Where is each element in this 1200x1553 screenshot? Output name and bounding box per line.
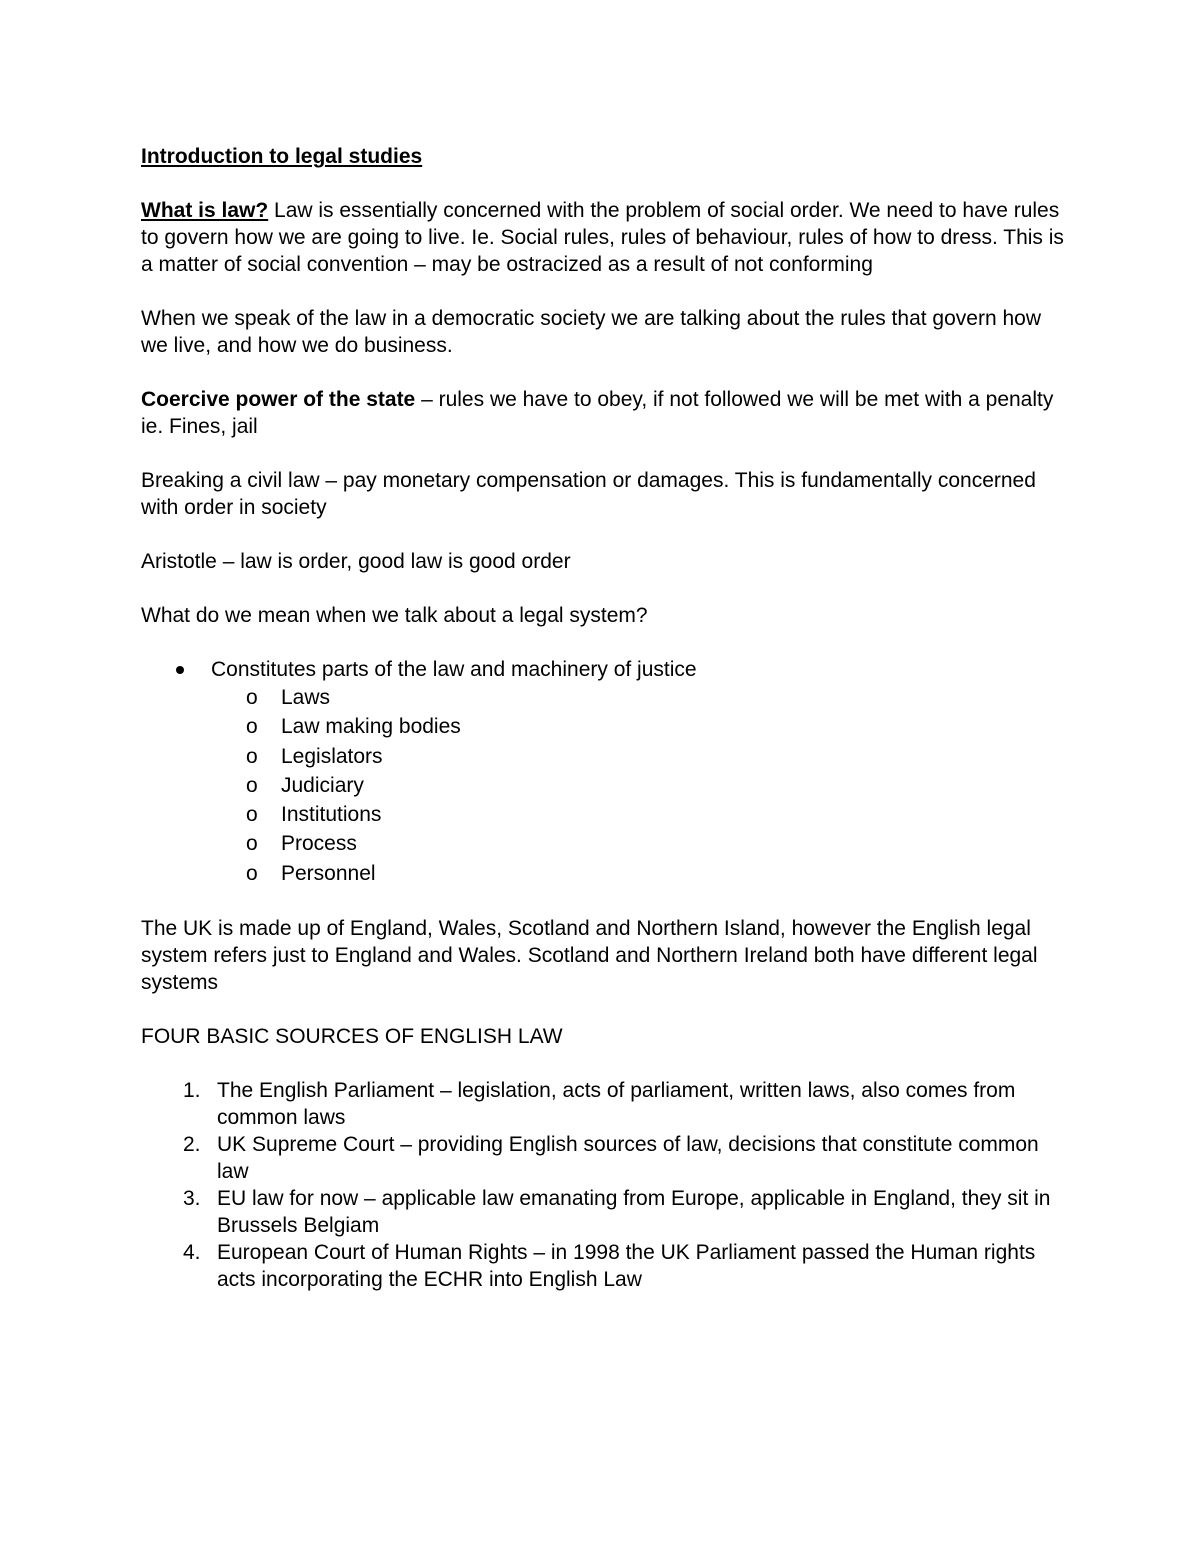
legal-system-question: What do we mean when we talk about a legal system? <box>141 604 648 627</box>
coercive-power-label: Coercive power of the state <box>141 388 416 411</box>
sub-item-text: Laws <box>281 686 331 709</box>
civil-law-paragraph: Breaking a civil law – pay monetary compensation or damages. This is fundamentally concerned with order in society <box>141 469 1036 519</box>
legal-system-bullet-list <box>141 656 1071 888</box>
source-text: The English Parliament – legislation, acts of parliament, written laws, also comes from common laws <box>217 1079 1016 1130</box>
document-page <box>141 143 1071 1293</box>
list-item <box>141 656 1071 888</box>
uk-paragraph: The UK is made up of England, Wales, Scotland and Northern Island, however the English legal system refers just to England and Wales. Scotland and Northern Ireland both have different legal systems <box>141 917 1038 995</box>
circle-bullet-icon: o <box>246 744 258 768</box>
list-number: 1. <box>183 1079 201 1103</box>
list-number: 3. <box>183 1187 201 1211</box>
list-item <box>211 829 1071 858</box>
list-number: 2. <box>183 1133 201 1157</box>
list-number: 4. <box>183 1241 201 1265</box>
sources-heading: FOUR BASIC SOURCES OF ENGLISH LAW <box>141 1025 563 1049</box>
source-text: European Court of Human Rights – in 1998 the UK Parliament passed the Human rights acts incorporating the ECHR into English Law <box>217 1241 1036 1292</box>
bullet-dot-icon <box>176 666 184 674</box>
sub-item-text: Judiciary <box>281 773 364 797</box>
list-item <box>211 800 1071 829</box>
coercive-power-paragraph <box>141 386 1071 440</box>
bullet-text: Constitutes parts of the law and machinery of justice <box>211 658 697 681</box>
circle-bullet-icon: o <box>246 861 258 885</box>
list-item <box>211 859 1071 888</box>
list-item <box>141 1131 1071 1185</box>
sub-item-text: Personnel <box>281 861 376 885</box>
sub-item-text: Legislators <box>281 744 383 768</box>
source-text: UK Supreme Court – providing English sources of law, decisions that constitute common law <box>217 1133 1039 1184</box>
legal-system-sub-list <box>211 683 1071 888</box>
circle-bullet-icon: o <box>246 832 258 856</box>
democratic-society-paragraph: When we speak of the law in a democratic society we are talking about the rules that govern how we live, and how we do business. <box>141 307 1041 357</box>
list-item <box>141 1239 1071 1293</box>
circle-bullet-icon: o <box>246 715 258 739</box>
document-title: Introduction to legal studies <box>141 145 423 168</box>
aristotle-paragraph: Aristotle – law is order, good law is good order <box>141 550 571 573</box>
source-text: EU law for now – applicable law emanating from Europe, applicable in England, they sit in Brussels Belgiam <box>217 1187 1051 1238</box>
what-is-law-paragraph <box>141 197 1071 278</box>
list-item <box>141 1185 1071 1239</box>
list-item <box>211 771 1071 800</box>
list-item <box>211 742 1071 771</box>
list-item <box>211 683 1071 712</box>
what-is-law-label: What is law? <box>141 199 269 222</box>
sources-numbered-list <box>141 1077 1071 1293</box>
what-is-law-text: Law is essentially concerned with the problem of social order. We need to have rules to govern how we are going to live. Ie. Social rules, rules of behaviour, rules of how to dress. This is a matter of social convention – may be ostracized as a result of not conforming <box>141 199 1064 276</box>
list-item <box>211 712 1071 741</box>
list-item <box>141 1077 1071 1131</box>
sub-item-text: Process <box>281 832 357 856</box>
coercive-power-text: – rules we have to obey, if not followed we will be met with a penalty ie. Fines, jail <box>141 388 1054 438</box>
sub-item-text: Law making bodies <box>281 715 461 739</box>
circle-bullet-icon: o <box>246 773 258 797</box>
circle-bullet-icon: o <box>246 686 258 709</box>
circle-bullet-icon: o <box>246 803 258 827</box>
sub-item-text: Institutions <box>281 803 382 827</box>
